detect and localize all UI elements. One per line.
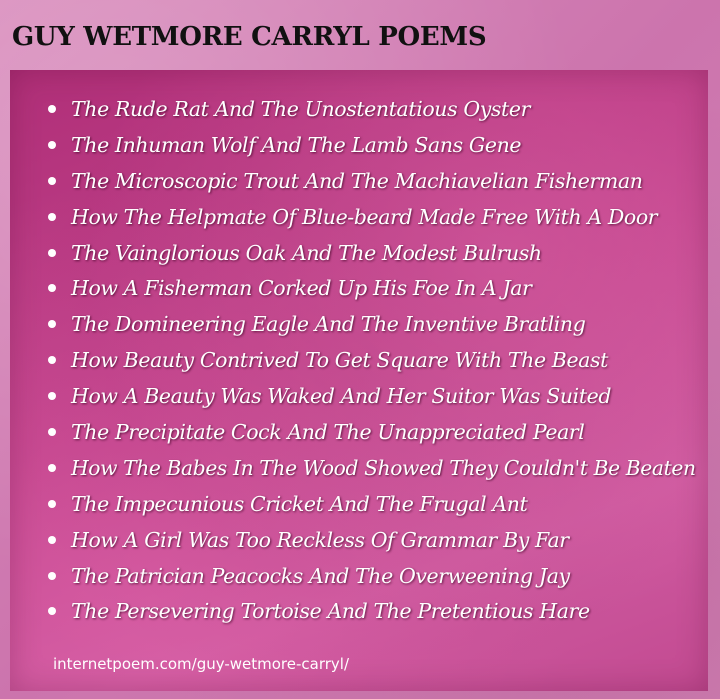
poem-item bbox=[10, 236, 703, 272]
poem-title: The Patrician Peacocks And The Overweening Jay bbox=[71, 563, 570, 588]
bullet-icon bbox=[48, 356, 56, 364]
page-title: GUY WETMORE CARRYL POEMS bbox=[12, 22, 487, 52]
bullet-icon bbox=[48, 500, 56, 508]
bullet-icon bbox=[48, 392, 56, 400]
poem-title: How A Girl Was Too Reckless Of Grammar By Far bbox=[71, 527, 569, 552]
poem-list bbox=[10, 92, 703, 630]
bullet-icon bbox=[48, 141, 56, 149]
bullet-icon bbox=[48, 428, 56, 436]
poem-title: The Persevering Tortoise And The Pretentious Hare bbox=[71, 599, 590, 624]
poem-title: The Inhuman Wolf And The Lamb Sans Gene bbox=[71, 132, 522, 157]
poem-title: The Precipitate Cock And The Unappreciated Pearl bbox=[71, 420, 585, 445]
poem-item bbox=[10, 523, 703, 559]
poem-item bbox=[10, 164, 703, 200]
poem-list-panel bbox=[10, 70, 708, 691]
poem-item bbox=[10, 594, 703, 630]
poem-item bbox=[10, 92, 703, 128]
bullet-icon bbox=[48, 177, 56, 185]
poem-item bbox=[10, 128, 703, 164]
poem-item bbox=[10, 307, 703, 343]
bullet-icon bbox=[48, 536, 56, 544]
poem-title: The Microscopic Trout And The Machiavelian Fisherman bbox=[71, 168, 643, 193]
bullet-icon bbox=[48, 320, 56, 328]
poem-title: The Domineering Eagle And The Inventive Bratling bbox=[71, 312, 586, 337]
poem-item bbox=[10, 343, 703, 379]
poem-item bbox=[10, 559, 703, 595]
bullet-icon bbox=[48, 249, 56, 257]
poem-title: How The Babes In The Wood Showed They Couldn't Be Beaten bbox=[71, 455, 696, 480]
poem-item bbox=[10, 271, 703, 307]
bullet-icon bbox=[48, 105, 56, 113]
bullet-icon bbox=[48, 284, 56, 292]
poem-item bbox=[10, 415, 703, 451]
poem-title: The Vainglorious Oak And The Modest Bulrush bbox=[71, 240, 542, 265]
poem-title: How Beauty Contrived To Get Square With The Beast bbox=[71, 348, 608, 373]
bullet-icon bbox=[48, 464, 56, 472]
poem-title: The Impecunious Cricket And The Frugal Ant bbox=[71, 491, 528, 516]
poem-title: How A Fisherman Corked Up His Foe In A Jar bbox=[71, 276, 532, 301]
poem-title: How The Helpmate Of Blue-beard Made Free With A Door bbox=[71, 204, 658, 229]
bullet-icon bbox=[48, 607, 56, 615]
source-url: internetpoem.com/guy-wetmore-carryl/ bbox=[53, 655, 350, 673]
bullet-icon bbox=[48, 572, 56, 580]
poem-item bbox=[10, 451, 703, 487]
poem-item bbox=[10, 487, 703, 523]
poem-item bbox=[10, 200, 703, 236]
poem-title: How A Beauty Was Waked And Her Suitor Was Suited bbox=[71, 384, 612, 409]
bullet-icon bbox=[48, 213, 56, 221]
poem-item bbox=[10, 379, 703, 415]
poem-title: The Rude Rat And The Unostentatious Oyster bbox=[71, 97, 531, 121]
